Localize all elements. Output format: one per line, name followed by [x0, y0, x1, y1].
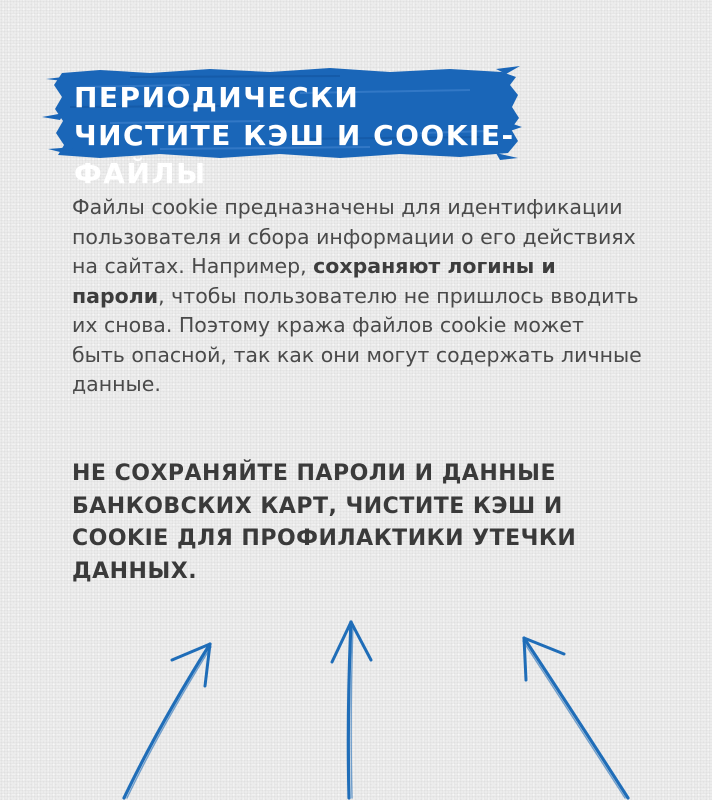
- callout-text: НЕ СОХРАНЯЙТЕ ПАРОЛИ И ДАННЫЕ БАНКОВСКИХ КАРТ, ЧИСТИТЕ КЭШ И COOKIE ДЛЯ ПРОФИЛАКТИКИ УТЕЧКИ ДАННЫХ.: [72, 461, 577, 584]
- body-paragraph: [72, 193, 642, 400]
- arrow-up-right-icon: [118, 632, 226, 800]
- body-rest-text: , чтобы пользователю не пришлось вводить их снова. Поэтому кража файлов cookie может быть опасной, так как они могут содержать личные данные.: [72, 283, 642, 396]
- arrow-up-icon: [318, 614, 384, 800]
- body-emphasis-text: сохраняют логины и пароли: [72, 254, 556, 308]
- body-intro-text: Файлы cookie предназначены для идентификации пользователя и сбора информации о его действиях на сайтах. Например,: [72, 195, 636, 278]
- page-title: ПЕРИОДИЧЕСКИ ЧИСТИТЕ КЭШ И COOKIE-ФАЙЛЫ: [74, 81, 515, 190]
- arrow-up-left-icon: [512, 628, 632, 800]
